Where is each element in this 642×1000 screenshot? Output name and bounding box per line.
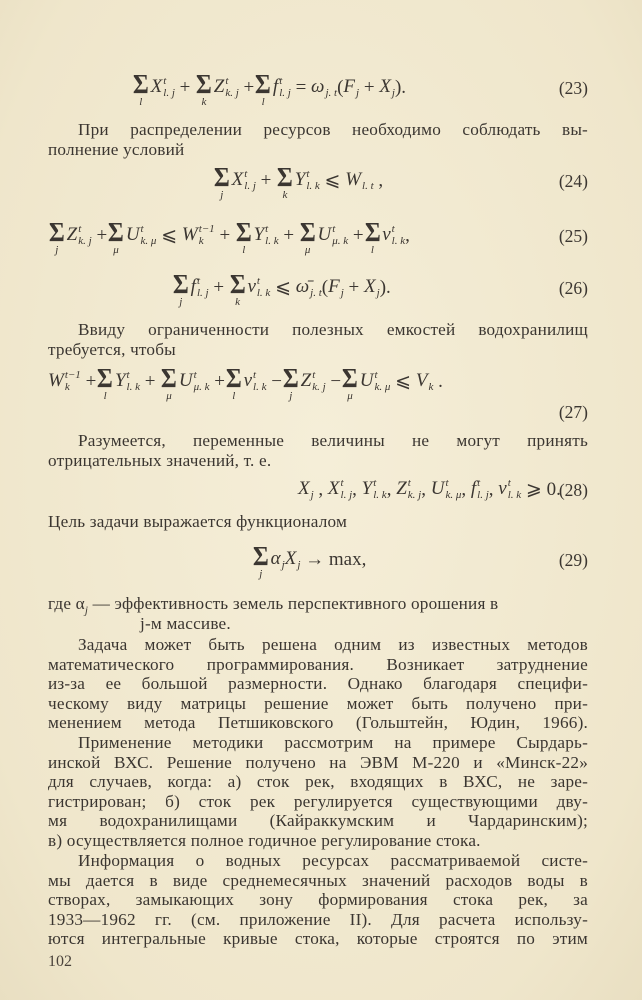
math-term xyxy=(232,165,256,191)
math-term xyxy=(498,474,521,500)
subscript: μ. k xyxy=(332,235,349,247)
math-term xyxy=(317,220,348,246)
superscript: t xyxy=(253,369,257,381)
text-line: ются интегральные кривые стока, которые строятся по этим xyxy=(48,929,588,949)
math-term xyxy=(285,544,301,570)
sigma-symbol: Σ xyxy=(255,69,272,99)
superscript: t−1 xyxy=(198,223,215,235)
subscript: l. k xyxy=(391,235,406,247)
superscript: t xyxy=(407,477,411,489)
summation xyxy=(160,363,178,402)
scripts xyxy=(65,370,81,392)
math-term xyxy=(345,165,373,191)
superscript: t xyxy=(78,223,82,235)
sum-index: j xyxy=(289,390,293,402)
term-base: Y xyxy=(114,370,126,391)
term-base: W xyxy=(181,224,198,245)
subscript: l. j xyxy=(196,287,209,299)
superscript: t xyxy=(256,275,260,287)
text-line: из-за ее большой размерности. Однако благодаря специфи- xyxy=(48,674,588,694)
text-line: полнение условий xyxy=(48,140,185,159)
text-line: Цель задачи выражается функционалом xyxy=(48,512,348,531)
scripts xyxy=(197,276,209,298)
subscript: μ. k xyxy=(193,381,210,393)
summation xyxy=(48,217,66,256)
operator: ). xyxy=(379,277,391,298)
text-line: менением метода Петшиковского (Гольштейн, Юдин, 1966). xyxy=(48,713,588,733)
operator: , xyxy=(488,479,499,500)
superscript: t xyxy=(225,75,229,87)
text-line: створах, замыкающих зону формирования стока рек, за xyxy=(48,890,588,910)
sigma-symbol: Σ xyxy=(229,269,246,299)
term-base: v xyxy=(247,276,256,297)
math-term xyxy=(301,366,326,392)
superscript: t xyxy=(340,477,344,489)
math-term xyxy=(151,72,175,98)
equation-number: (24) xyxy=(558,171,588,191)
sum-index: k xyxy=(282,189,288,201)
operator: , xyxy=(313,479,328,500)
text-line: математического программирования. Возникает затруднение xyxy=(48,654,588,674)
subscript: j xyxy=(310,489,314,501)
term-base: U xyxy=(178,370,193,391)
term-base: F xyxy=(343,76,356,97)
term-base: Z xyxy=(66,224,78,245)
sum-index: l xyxy=(261,96,265,108)
operator: ⩽ xyxy=(270,277,296,298)
term-base: v xyxy=(382,224,391,245)
superscript: t xyxy=(445,477,449,489)
sum-index: l xyxy=(139,96,143,108)
subscript: k. j xyxy=(225,87,239,99)
term-base: X xyxy=(231,169,244,190)
operator: − xyxy=(266,371,282,392)
equation-26 xyxy=(48,269,588,318)
equation-23 xyxy=(48,69,588,118)
text-line: Задача может быть решена одним из известных методов xyxy=(78,635,588,654)
summation xyxy=(213,162,231,201)
superscript: t xyxy=(332,223,336,235)
term-base: X xyxy=(379,76,391,97)
subscript: k. j xyxy=(407,489,422,501)
subscript: j. t xyxy=(310,287,322,299)
term-base: W xyxy=(48,370,64,391)
math-term xyxy=(48,366,81,392)
math-term xyxy=(396,474,421,500)
term-base: Y xyxy=(361,478,373,499)
operator: ( xyxy=(321,277,329,298)
math-term xyxy=(362,474,387,500)
sigma-symbol: Σ xyxy=(252,541,269,571)
superscript: t xyxy=(163,75,167,87)
equation-number: (26) xyxy=(558,278,588,298)
term-base: v xyxy=(243,370,253,391)
math-term xyxy=(244,366,267,392)
scripts xyxy=(279,76,291,98)
subscript: k xyxy=(198,235,204,247)
scripts xyxy=(477,478,489,500)
scripts xyxy=(225,76,238,98)
scripts xyxy=(332,224,348,246)
scripts xyxy=(373,478,386,500)
sum-index: l xyxy=(103,390,107,402)
operator: → max, xyxy=(300,549,367,570)
superscript: t xyxy=(140,223,144,235)
term-base: V xyxy=(415,370,428,391)
subscript: j xyxy=(391,87,395,99)
math-term xyxy=(364,272,380,298)
equation-number: (23) xyxy=(558,78,588,98)
subscript: l. k xyxy=(507,489,522,501)
scripts xyxy=(163,76,175,98)
sum-index: μ xyxy=(166,390,172,402)
superscript: t xyxy=(244,168,248,180)
subscript: j xyxy=(340,287,344,299)
superscript: t−1 xyxy=(64,369,81,381)
scripts xyxy=(362,169,374,191)
sum-index: k xyxy=(201,96,207,108)
subscript: j xyxy=(84,604,89,617)
page-number: 102 xyxy=(48,953,72,970)
subscript: l. k xyxy=(265,235,279,247)
summation xyxy=(96,363,114,402)
subscript: k xyxy=(428,381,434,393)
text-line: Применение методики рассмотрим на примере Сырдарь- xyxy=(78,733,588,752)
equation-number: (29) xyxy=(558,550,588,570)
equation-number: (25) xyxy=(558,226,588,246)
term-base: f xyxy=(470,478,477,499)
subscript: l. t xyxy=(362,180,374,192)
subscript: l. j xyxy=(244,180,256,192)
subscript: k. j xyxy=(78,235,92,247)
superscript: t xyxy=(265,223,269,235)
subscript: k. μ xyxy=(140,235,157,247)
subscript: l. j xyxy=(340,489,353,501)
math-term xyxy=(182,220,215,246)
superscript: t xyxy=(126,369,130,381)
equation-27 xyxy=(48,363,588,426)
math-term xyxy=(471,474,489,500)
subscript: j xyxy=(356,87,360,99)
equation-number: (27) xyxy=(558,402,588,422)
text-line: 1933—1962 гг. (см. приложение II). Для расчета использу- xyxy=(48,909,588,929)
summation xyxy=(229,269,247,308)
summation xyxy=(341,363,359,402)
operator: + xyxy=(80,371,97,392)
superscript: t xyxy=(391,223,395,235)
summation xyxy=(172,269,190,308)
term-base: F xyxy=(328,276,340,297)
subscript: k. μ xyxy=(445,489,462,501)
term-base: X xyxy=(284,548,297,569)
scripts xyxy=(325,76,337,98)
term-base: ω̄ xyxy=(295,276,310,297)
subscript: k. μ xyxy=(374,381,391,393)
equation-24 xyxy=(48,162,588,211)
superscript: t xyxy=(374,369,378,381)
text-line: отрицательных значений, т. е. xyxy=(48,451,272,470)
operator: , xyxy=(386,479,397,500)
text-line: мя водохранилищами (Кайраккумским и Чардаринским); xyxy=(48,811,588,831)
summation xyxy=(235,217,253,256)
sigma-symbol: Σ xyxy=(299,217,316,247)
subscript: k xyxy=(64,381,70,393)
scripts xyxy=(392,224,405,246)
sigma-symbol: Σ xyxy=(161,363,177,393)
term-base: U xyxy=(317,224,332,245)
superscript: t xyxy=(279,75,283,87)
superscript: t xyxy=(373,477,377,489)
text-line: инской ВХС. Решение получено на ЭВМ М-220 и «Минск-22» xyxy=(48,752,588,772)
scripts xyxy=(127,370,140,392)
text-line: При распределении ресурсов необходимо соблюдать вы- xyxy=(78,120,588,139)
text-line: гистрирован; б) сток рек регулируется существующими дву- xyxy=(48,791,588,811)
term-base: f xyxy=(272,76,279,97)
subscript: k. j xyxy=(312,381,326,393)
text-fragment: — эффективность земель перспективного орошения в xyxy=(88,594,499,613)
sigma-symbol: Σ xyxy=(276,162,293,192)
sigma-symbol: Σ xyxy=(97,363,114,393)
sigma-symbol: Σ xyxy=(132,69,149,99)
math-term xyxy=(360,366,391,392)
term-base: f xyxy=(190,276,196,297)
subscript: l. k xyxy=(256,287,271,299)
equation-number: (28) xyxy=(558,480,588,500)
operator: + xyxy=(214,225,235,246)
superscript: t xyxy=(306,168,310,180)
summation xyxy=(299,217,317,256)
term-base: W xyxy=(345,169,362,190)
sigma-symbol: Σ xyxy=(342,363,358,393)
math-term xyxy=(328,474,352,500)
sigma-symbol: Σ xyxy=(172,269,189,299)
sum-index: j xyxy=(55,244,59,256)
operator: + xyxy=(348,225,364,246)
operator: ⩾ 0. xyxy=(521,479,561,500)
subscript: l. j xyxy=(163,87,175,99)
subscript: j xyxy=(281,559,285,571)
math-term xyxy=(271,544,285,570)
operator: ). xyxy=(394,77,407,98)
math-term xyxy=(273,72,291,98)
math-term xyxy=(126,220,157,246)
summation xyxy=(276,162,294,201)
superscript: t xyxy=(196,275,200,287)
operator: + xyxy=(343,277,365,298)
term-base: ω xyxy=(311,76,325,97)
sigma-symbol: Σ xyxy=(195,69,212,99)
operator: + xyxy=(255,170,277,191)
operator: + xyxy=(91,225,108,246)
scripts xyxy=(341,478,353,500)
text-fragment: где α xyxy=(48,594,85,613)
scripts xyxy=(244,169,256,191)
scripts xyxy=(257,276,270,298)
operator: + xyxy=(278,225,299,246)
math-term xyxy=(311,72,337,98)
scripts xyxy=(199,224,215,246)
operator: ⩽ xyxy=(319,170,346,191)
sum-index: μ xyxy=(304,244,311,256)
math-term xyxy=(379,72,395,98)
math-term xyxy=(115,366,140,392)
superscript: t xyxy=(477,477,481,489)
math-term xyxy=(179,366,210,392)
operator: , xyxy=(405,225,410,246)
operator: , xyxy=(352,479,362,500)
text-line: j-м массиве. xyxy=(140,614,231,633)
math-term xyxy=(343,72,359,98)
superscript: t xyxy=(507,477,511,489)
operator: + xyxy=(238,77,255,98)
summation xyxy=(282,363,300,402)
text-line: требуется, чтобы xyxy=(48,340,176,359)
subscript: l. j xyxy=(477,489,489,501)
term-base: X xyxy=(364,276,376,297)
sigma-symbol: Σ xyxy=(364,217,381,247)
sum-index: l xyxy=(242,244,246,256)
term-base: Z xyxy=(213,76,225,97)
operator: . xyxy=(433,371,443,392)
sigma-symbol: Σ xyxy=(108,217,124,247)
scripts xyxy=(310,276,322,298)
sigma-symbol: Σ xyxy=(235,217,252,247)
term-base: X xyxy=(298,478,310,499)
summation xyxy=(252,541,270,580)
superscript: t xyxy=(193,369,197,381)
superscript xyxy=(362,169,374,179)
term-base: v xyxy=(498,478,507,499)
math-term xyxy=(214,72,239,98)
subscript: l. k xyxy=(306,180,320,192)
text-line: Ввиду ограниченности полезных емкостей водохранилищ xyxy=(78,320,588,339)
math-term xyxy=(254,220,279,246)
summation xyxy=(107,217,125,256)
superscript xyxy=(310,276,322,286)
subscript: l. j xyxy=(279,87,291,99)
math-term xyxy=(295,165,320,191)
operator: , xyxy=(373,170,384,191)
operator: , xyxy=(421,479,431,500)
operator: , xyxy=(461,479,471,500)
sigma-symbol: Σ xyxy=(282,363,299,393)
math-term xyxy=(328,272,344,298)
term-base: Y xyxy=(253,224,265,245)
operator: ( xyxy=(337,77,344,98)
subscript: l. k xyxy=(253,381,267,393)
sum-index: j xyxy=(220,189,224,201)
operator: + xyxy=(139,371,161,392)
term-base: U xyxy=(359,370,374,391)
summation xyxy=(132,69,150,108)
subscript: j xyxy=(376,287,380,299)
summation xyxy=(195,69,213,108)
sigma-symbol: Σ xyxy=(48,217,65,247)
sum-index: j xyxy=(179,296,183,308)
scripts xyxy=(265,224,278,246)
operator: + xyxy=(174,77,196,98)
equation-25 xyxy=(48,217,588,266)
term-base: Y xyxy=(294,169,306,190)
operator: + xyxy=(209,371,225,392)
scripts xyxy=(445,478,461,500)
sigma-symbol: Σ xyxy=(225,363,242,393)
text-line: мы дается в виде среднемесячных значений расходов воды в xyxy=(48,870,588,890)
math-term xyxy=(416,366,434,392)
sum-index: l xyxy=(370,244,374,256)
sigma-symbol: Σ xyxy=(213,162,230,192)
term-base: U xyxy=(125,224,140,245)
scripts xyxy=(194,370,210,392)
scripts xyxy=(408,478,421,500)
sum-index: k xyxy=(235,296,241,308)
operator: + xyxy=(208,277,229,298)
subscript: l. k xyxy=(373,489,387,501)
scripts xyxy=(141,224,157,246)
superscript xyxy=(325,76,337,86)
math-term xyxy=(298,474,314,500)
subscript: l. k xyxy=(126,381,140,393)
scripts xyxy=(253,370,266,392)
summation xyxy=(364,217,382,256)
scripts xyxy=(306,169,319,191)
operator: ⩽ xyxy=(156,225,182,246)
scripts xyxy=(312,370,325,392)
term-base: X xyxy=(327,478,340,499)
sum-index: l xyxy=(232,390,236,402)
sum-index: μ xyxy=(347,390,353,402)
operator: − xyxy=(325,371,342,392)
math-term xyxy=(67,220,92,246)
text-line: ческому виду матрицы решение может быть получено при- xyxy=(48,693,588,713)
math-term xyxy=(191,272,209,298)
math-term xyxy=(431,474,462,500)
scripts xyxy=(375,370,391,392)
operator: = xyxy=(290,77,312,98)
math-term xyxy=(247,272,270,298)
text-line: Информация о водных ресурсах рассматриваемой систе- xyxy=(78,851,588,870)
scripts xyxy=(78,224,91,246)
term-base: X xyxy=(150,76,163,97)
operator: + xyxy=(359,77,380,98)
term-base: Z xyxy=(396,478,407,499)
summation xyxy=(254,69,272,108)
sum-index: μ xyxy=(113,244,119,256)
superscript: t xyxy=(312,369,316,381)
subscript: j. t xyxy=(325,87,338,99)
term-base: U xyxy=(430,478,445,499)
sum-index: j xyxy=(259,568,263,580)
term-base: α xyxy=(270,548,281,569)
term-base: Z xyxy=(300,370,312,391)
text-line: в) осуществляется полное годичное регулирование стока. xyxy=(48,831,481,850)
subscript: j xyxy=(297,559,301,571)
scripts xyxy=(508,478,521,500)
math-term xyxy=(296,272,322,298)
summation xyxy=(225,363,243,402)
operator: ⩽ xyxy=(390,371,416,392)
equation-29 xyxy=(48,541,588,590)
text-line: для случаев, когда: а) сток рек, входящих в ВХС, не заре- xyxy=(48,772,588,792)
math-term xyxy=(382,220,405,246)
text-line: Разумеется, переменные величины не могут принять xyxy=(78,431,588,450)
